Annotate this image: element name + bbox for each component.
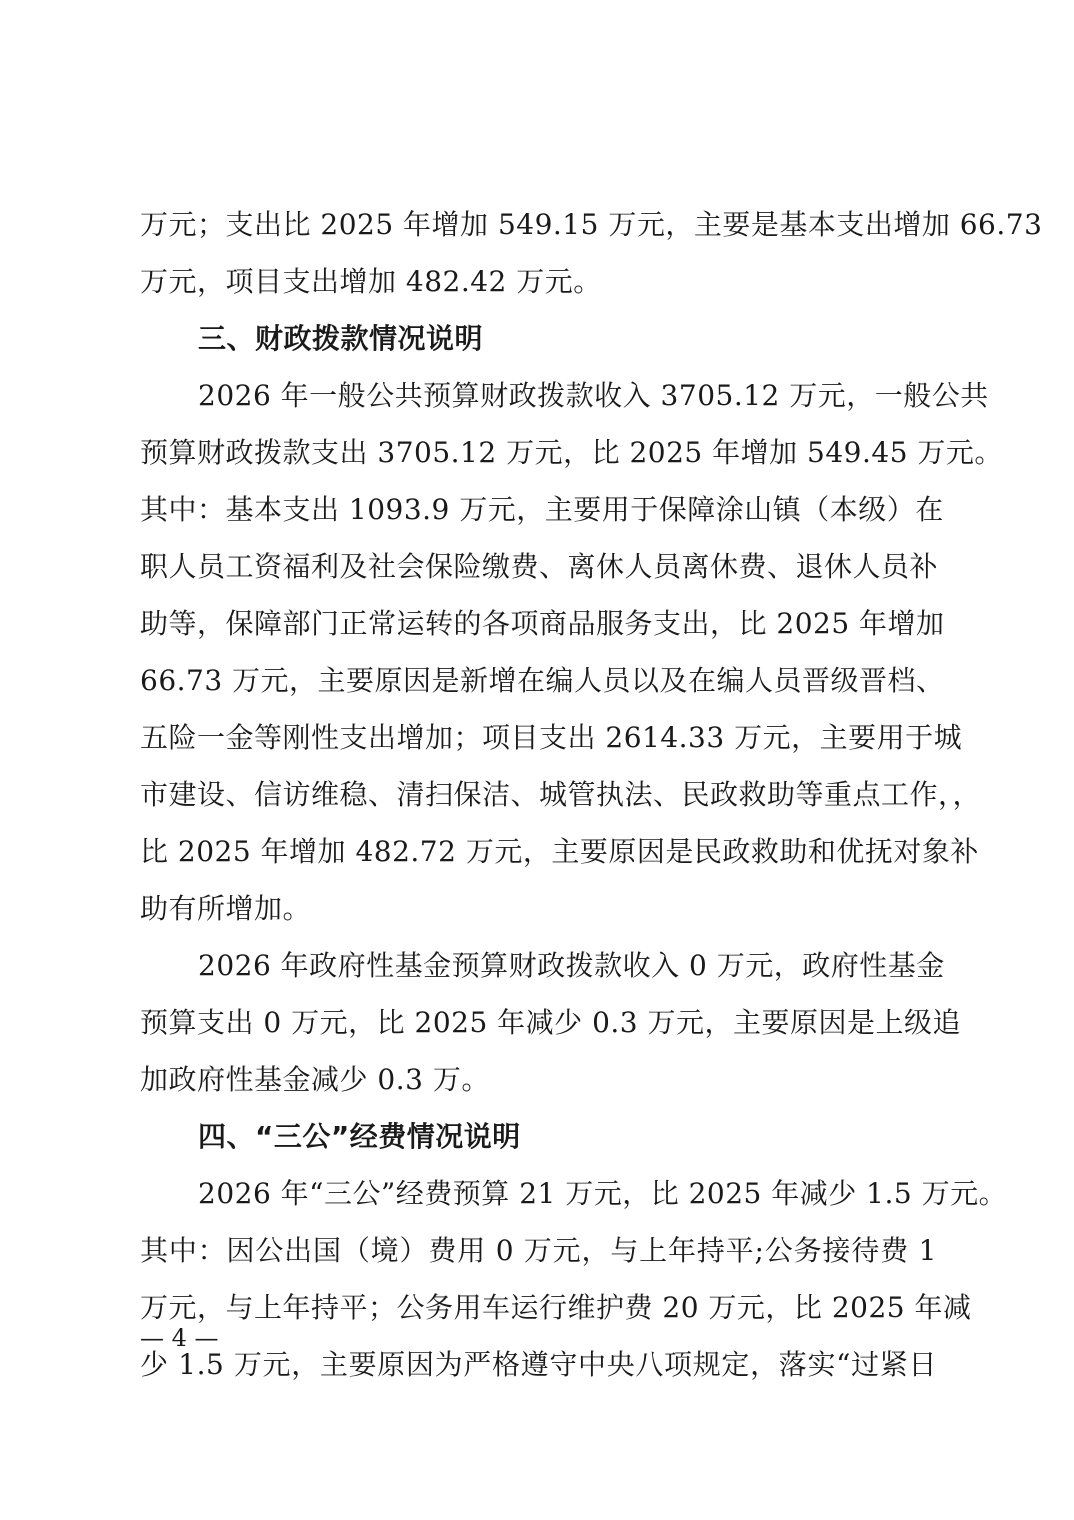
section-heading: 四、“三公”经费情况说明 [198, 1120, 521, 1153]
paragraph-line: 市建设、信访维稳、清扫保洁、城管执法、民政救助等重点工作，， [140, 778, 982, 811]
paragraph-line: 助等，保障部门正常运转的各项商品服务支出，比 2025 年增加 [140, 607, 945, 640]
paragraph-line: 加政府性基金减少 0.3 万。 [140, 1063, 490, 1096]
section-heading: 三、财政拨款情况说明 [198, 322, 484, 355]
document-body [140, 196, 1043, 1393]
paragraph-line: 2026 年政府性基金预算财政拨款收入 0 万元，政府性基金 [198, 949, 945, 982]
paragraph-line: 万元，与上年持平；公务用车运行维护费 20 万元，比 2025 年减 [140, 1291, 972, 1324]
paragraph-line: 万元；支出比 2025 年增加 549.15 万元，主要是基本支出增加 66.73 [140, 208, 1043, 241]
paragraph-line: 预算财政拨款支出 3705.12 万元，比 2025 年增加 549.45 万元。 [140, 436, 1003, 469]
paragraph-line: 五险一金等刚性支出增加；项目支出 2614.33 万元，主要用于城 [140, 721, 963, 754]
paragraph-line: 2026 年一般公共预算财政拨款收入 3705.12 万元，一般公共 [198, 379, 989, 412]
paragraph-line: 预算支出 0 万元，比 2025 年减少 0.3 万元，主要原因是上级追 [140, 1006, 962, 1039]
paragraph-line: 66.73 万元，主要原因是新增在编人员以及在编人员晋级晋档、 [140, 664, 945, 697]
page-number: — 4 — [140, 1324, 219, 1352]
paragraph-line: 助有所增加。 [140, 892, 312, 925]
paragraph-line: 比 2025 年增加 482.72 万元，主要原因是民政救助和优抚对象补 [140, 835, 979, 868]
paragraph-line: 其中：因公出国（境）费用 0 万元，与上年持平;公务接待费 1 [140, 1234, 937, 1267]
paragraph-line: 少 1.5 万元，主要原因为严格遵守中央八项规定，落实“过紧日 [140, 1348, 937, 1381]
paragraph-line: 2026 年“三公”经费预算 21 万元，比 2025 年减少 1.5 万元。 [198, 1177, 1008, 1210]
paragraph-line: 职人员工资福利及社会保险缴费、离休人员离休费、退休人员补 [140, 550, 939, 583]
paragraph-line: 其中：基本支出 1093.9 万元，主要用于保障涂山镇（本级）在 [140, 493, 944, 526]
paragraph-line: 万元，项目支出增加 482.42 万元。 [140, 265, 602, 298]
